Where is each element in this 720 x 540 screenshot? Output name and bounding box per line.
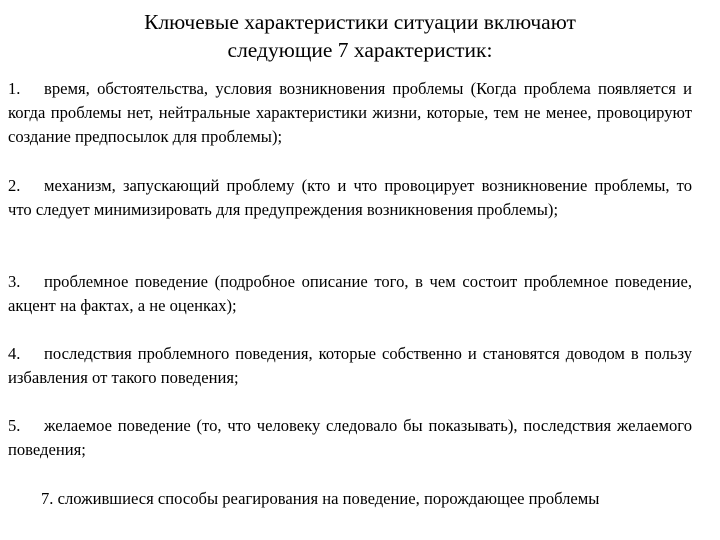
item-number: 2. bbox=[8, 176, 21, 195]
title-line-1: Ключевые характеристики ситуации включают bbox=[144, 10, 576, 34]
list-item-5 bbox=[8, 414, 692, 462]
title-line-2: следующие 7 характеристик: bbox=[227, 38, 493, 62]
item-text: последствия проблемного поведения, которые собственно и становятся доводом в пользу избавления от такого поведения; bbox=[8, 344, 692, 387]
slide-title bbox=[0, 8, 720, 64]
item-number: 4. bbox=[8, 344, 21, 363]
list-item-7 bbox=[8, 487, 692, 511]
list-item-3 bbox=[8, 270, 692, 318]
item-number: 5. bbox=[8, 416, 21, 435]
item-text: желаемое поведение (то, что человеку следовало бы показывать), последствия желаемого поведения; bbox=[8, 416, 692, 459]
item-text: проблемное поведение (подробное описание того, в чем состоит проблемное поведение, акцент на фактах, а не оценках); bbox=[8, 272, 692, 315]
item-number: 1. bbox=[8, 79, 21, 98]
item-text: время, обстоятельства, условия возникновения проблемы (Когда проблема появляется и когда проблемы нет, нейтральные характеристики жизни, которые, тем не менее, провоцируют создание предпосылок для проблемы); bbox=[8, 79, 692, 146]
list-item-1 bbox=[8, 77, 692, 149]
item-text: 7. сложившиеся способы реагирования на поведение, порождающее проблемы bbox=[41, 489, 600, 508]
item-number: 3. bbox=[8, 272, 21, 291]
list-item-4 bbox=[8, 342, 692, 390]
list-item-2 bbox=[8, 174, 692, 222]
item-text: механизм, запускающий проблему (кто и что провоцирует возникновение проблемы, то что следует минимизировать для предупреждения возникновения проблемы); bbox=[8, 176, 692, 219]
